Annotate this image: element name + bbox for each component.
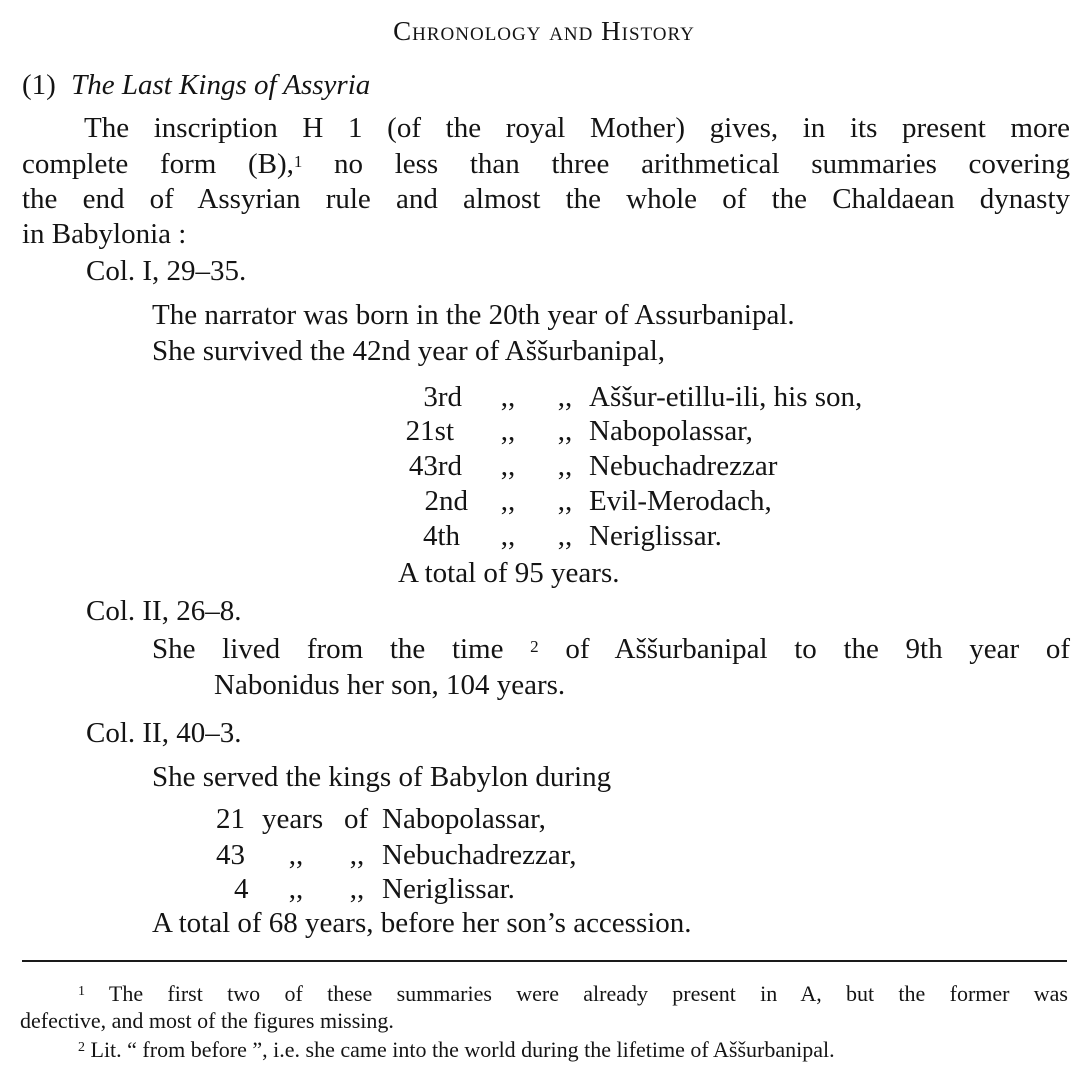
- col2-text: She lived from the time: [152, 633, 531, 665]
- king-name: Evil-Merodach,: [589, 485, 772, 517]
- section-number: (1): [22, 69, 56, 101]
- year-count: 21: [216, 803, 245, 835]
- intro-line-3: the end of Assyrian rule and almost the whole of the Chaldaean dynasty: [22, 183, 1070, 215]
- ditto-mark: ,,: [500, 520, 516, 552]
- king-name: Nabopolassar,: [589, 415, 753, 447]
- of-word: of: [344, 803, 369, 835]
- col2-line-2: Nabonidus her son, 104 years.: [214, 669, 566, 701]
- king-name: Nebuchadrezzar,: [382, 839, 577, 871]
- footnote-text: The first two of these summaries were already present in A, but the former was: [108, 981, 1068, 1006]
- col1-line-1: The narrator was born in the 20th year of Assurbanipal.: [152, 299, 795, 331]
- ordinal: 43rd: [408, 450, 462, 482]
- ditto-mark: ,,: [288, 839, 304, 871]
- footnote-ref-2: 2: [530, 637, 539, 656]
- ordinal: 21st: [405, 415, 454, 447]
- col2-label: Col. II, 26–8.: [86, 595, 242, 627]
- ditto-mark: ,,: [500, 381, 516, 413]
- king-name: Aššur-etillu-ili, his son,: [589, 381, 863, 413]
- ordinal: 2nd: [424, 485, 468, 517]
- ditto-mark: ,,: [500, 450, 516, 482]
- footnote-mark: 1: [78, 984, 85, 999]
- footnote-text: Lit. “ from before ”, i.e. she came into the world during the lifetime of Aššurbanipal.: [90, 1037, 835, 1062]
- ditto-mark: ,,: [557, 381, 573, 413]
- ditto-mark: ,,: [557, 450, 573, 482]
- section-heading: [22, 68, 370, 102]
- col1-label: Col. I, 29–35.: [86, 255, 247, 287]
- col2-line-1: [152, 632, 1070, 666]
- intro-text: no less than three arithmetical summaries covering: [302, 148, 1070, 180]
- footnote-2: [78, 1036, 835, 1063]
- king-name: Nabopolassar,: [382, 803, 546, 835]
- intro-line-2: [22, 147, 1070, 181]
- king-name: Neriglissar.: [589, 520, 722, 552]
- ditto-mark: ,,: [500, 415, 516, 447]
- years-word: years: [262, 803, 324, 835]
- ditto-mark: ,,: [557, 415, 573, 447]
- footnote-1-line-2: defective, and most of the figures missing.: [20, 1008, 394, 1033]
- col3-total: A total of 68 years, before her son’s accession.: [152, 907, 692, 939]
- col2-text: of Aššurbanipal to the 9th year of: [538, 633, 1070, 665]
- year-count: 4: [234, 873, 249, 905]
- intro-line-1: The inscription H 1 (of the royal Mother) gives, in its present more: [84, 112, 1070, 144]
- footnote-rule: [22, 960, 1067, 962]
- ordinal: 3rd: [423, 381, 462, 413]
- footnote-1-line-1: [78, 980, 1068, 1007]
- running-head: Chronology and History: [393, 16, 695, 46]
- ordinal: 4th: [422, 520, 460, 552]
- king-name: Neriglissar.: [382, 873, 515, 905]
- year-count: 43: [216, 839, 245, 871]
- col1-total: A total of 95 years.: [398, 557, 620, 589]
- col1-line-2: She survived the 42nd year of Aššurbanipal,: [152, 335, 666, 367]
- footnote-mark: 2: [78, 1040, 85, 1055]
- ditto-mark: ,,: [557, 485, 573, 517]
- section-title: The Last Kings of Assyria: [71, 69, 371, 101]
- intro-line-4: in Babylonia :: [22, 218, 187, 250]
- ditto-mark: ,,: [557, 520, 573, 552]
- footnote-ref-1: 1: [293, 152, 303, 171]
- col3-label: Col. II, 40–3.: [86, 717, 242, 749]
- king-name: Nebuchadrezzar: [589, 450, 778, 482]
- intro-text: complete form (B),: [22, 148, 294, 180]
- ditto-mark: ,,: [500, 485, 516, 517]
- ditto-mark: ,,: [288, 873, 304, 905]
- col3-line-1: She served the kings of Babylon during: [152, 761, 612, 793]
- ditto-mark: ,,: [349, 873, 365, 905]
- ditto-mark: ,,: [349, 839, 365, 871]
